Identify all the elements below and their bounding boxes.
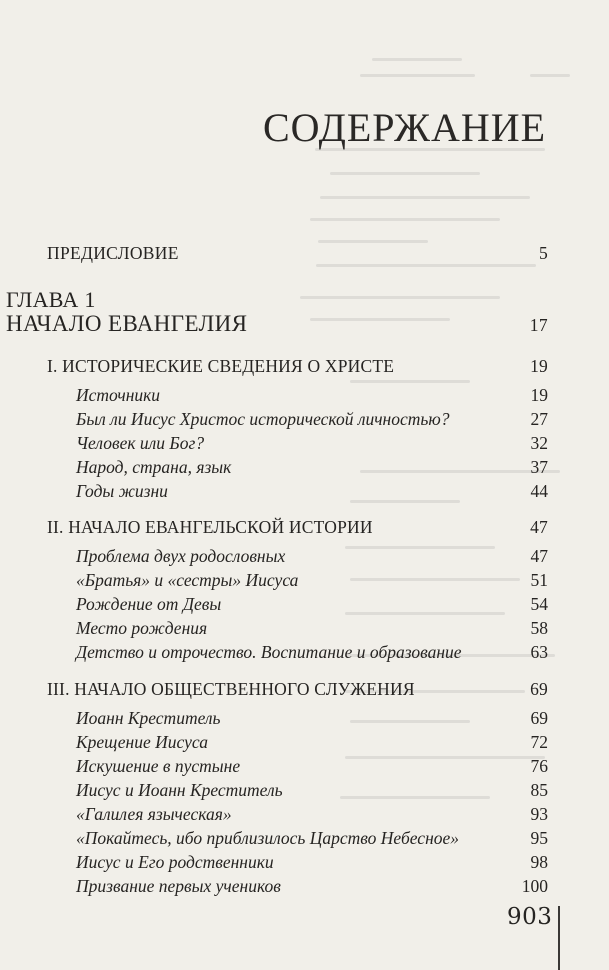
toc-page-number: 98 [530, 852, 548, 872]
toc-entry [76, 876, 548, 897]
toc-preface [47, 243, 548, 264]
toc-page-number: 54 [530, 594, 548, 614]
section-title: II. НАЧАЛО ЕВАНГЕЛЬСКОЙ ИСТОРИИ [47, 517, 373, 537]
toc-page-number: 85 [530, 780, 548, 800]
toc-entry [76, 780, 548, 801]
toc-page-number: 32 [530, 433, 548, 453]
toc-page-number: 27 [530, 409, 548, 429]
toc-page-number: 51 [530, 570, 548, 590]
toc-page-number: 19 [530, 356, 548, 376]
chapter-label: ГЛАВА 1 [6, 287, 96, 312]
entry-title: Годы жизни [76, 481, 168, 501]
page-number: 903 [507, 904, 553, 930]
entry-title: Иоанн Креститель [76, 708, 221, 728]
entry-title: «Покайтесь, ибо приблизилось Царство Небесное» [76, 828, 460, 848]
toc-page-number: 63 [530, 642, 548, 662]
toc-entry [76, 804, 548, 825]
entry-title: Источники [76, 385, 161, 405]
entry-title: Проблема двух родословных [76, 546, 286, 566]
chapter-title: НАЧАЛО ЕВАНГЕЛИЯ [6, 311, 248, 336]
toc-page-number: 58 [530, 618, 548, 638]
entry-title: «Братья» и «сестры» Иисуса [76, 570, 299, 590]
toc-page-number: 44 [530, 481, 548, 501]
toc-entry [76, 708, 548, 729]
toc-entry [76, 732, 548, 753]
entry-title: Иисус и Иоанн Креститель [76, 780, 283, 800]
toc-page-number: 5 [538, 243, 548, 263]
toc-section [47, 679, 548, 700]
toc-page-number: 19 [530, 385, 548, 405]
toc-page-number: 100 [521, 876, 548, 896]
toc-page-number: 72 [530, 732, 548, 752]
toc-entry [76, 852, 548, 873]
toc-section [47, 517, 548, 538]
toc-entry [76, 756, 548, 777]
toc-page-number: 17 [529, 315, 548, 335]
entry-title: Детство и отрочество. Воспитание и образование [76, 642, 462, 662]
entry-title: Рождение от Девы [76, 594, 222, 614]
toc-entry [76, 570, 548, 591]
toc-page-number: 95 [530, 828, 548, 848]
toc-entry [76, 594, 548, 615]
chapter-heading [6, 311, 548, 337]
toc-page-number: 37 [530, 457, 548, 477]
entry-title: Крещение Иисуса [76, 732, 208, 752]
page-title: СОДЕРЖАНИЕ [263, 105, 547, 150]
entry-title: «Галилея языческая» [76, 804, 232, 824]
entry-title: Искушение в пустыне [76, 756, 241, 776]
toc-entry [76, 481, 548, 502]
toc-entry [76, 618, 548, 639]
toc-label: ПРЕДИСЛОВИЕ [47, 243, 179, 263]
toc-entry [76, 409, 548, 430]
entry-title: Призвание первых учеников [76, 876, 281, 896]
toc-page-number: 76 [530, 756, 548, 776]
toc-page-number: 47 [530, 517, 548, 537]
toc-entry [76, 546, 548, 567]
section-title: I. ИСТОРИЧЕСКИЕ СВЕДЕНИЯ О ХРИСТЕ [47, 356, 395, 376]
entry-title: Место рождения [76, 618, 208, 638]
entry-title: Был ли Иисус Христос исторической личностью? [76, 409, 450, 429]
toc-entry [76, 642, 548, 663]
toc-entry [76, 457, 548, 478]
toc-page-number: 47 [530, 546, 548, 566]
entry-title: Иисус и Его родственники [76, 852, 274, 872]
toc-entry [76, 433, 548, 454]
folio-rule [558, 906, 560, 970]
entry-title: Народ, страна, язык [76, 457, 232, 477]
toc-entry [76, 385, 548, 406]
entry-title: Человек или Бог? [76, 433, 205, 453]
toc-section [47, 356, 548, 377]
toc-page-number: 69 [530, 679, 548, 699]
toc-page-number: 93 [530, 804, 548, 824]
section-title: III. НАЧАЛО ОБЩЕСТВЕННОГО СЛУЖЕНИЯ [47, 679, 415, 699]
toc-entry [76, 828, 548, 849]
toc-page-number: 69 [530, 708, 548, 728]
